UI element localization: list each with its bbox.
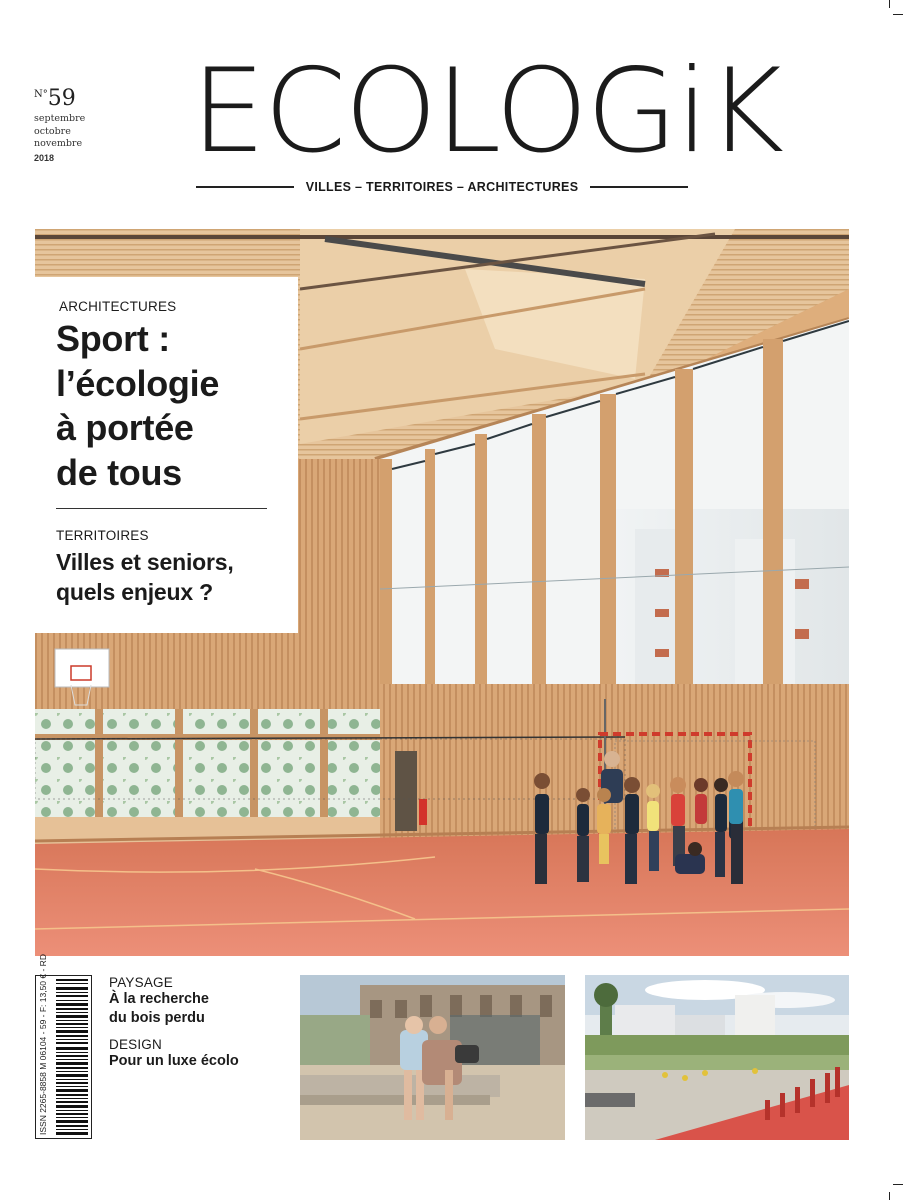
section-design (109, 1037, 239, 1071)
kicker-paysage: PAYSAGE (109, 975, 173, 990)
issue-month: septembre (34, 113, 86, 124)
barcode (35, 954, 92, 1139)
masthead-logo (191, 44, 783, 179)
crop-mark (889, 0, 890, 8)
kicker-architectures: ARCHITECTURES (59, 299, 177, 314)
magazine-title: ECOLOGiK (191, 44, 783, 179)
issue-number: $^{N^\circ}$59 (34, 86, 76, 111)
barcode-label: ISSN 2265-8858 M 06104 - 59 - F: 13,50 € - RD (38, 954, 48, 1135)
barcode-bars (56, 979, 88, 1135)
seniors-bench-photo (300, 975, 565, 1140)
design-title: Pour un luxe écolo (109, 1053, 239, 1069)
secondary-headline: Villes et seniors, quels enjeux ? (56, 549, 234, 605)
section-paysage (109, 975, 209, 1028)
tagline: VILLES – TERRITOIRES – ARCHITECTURES (305, 180, 579, 194)
crop-mark (893, 14, 903, 15)
paysage-title: À la recherche du bois perdu (109, 991, 209, 1026)
crop-mark (893, 1184, 903, 1185)
issue-month: octobre (34, 125, 71, 137)
urban-park-photo (585, 975, 850, 1140)
kicker-territoires: TERRITOIRES (56, 528, 149, 543)
kicker-design: DESIGN (109, 1037, 162, 1052)
main-headline: Sport : l’écologie à portée de tous (56, 318, 220, 493)
issue-info (34, 88, 85, 164)
crop-mark (889, 1192, 890, 1200)
tagline-rule (590, 186, 688, 188)
divider (56, 508, 267, 509)
feature-box (35, 277, 298, 633)
issue-month: novembre (34, 138, 83, 149)
tagline-row (196, 178, 688, 196)
tagline-rule (196, 186, 294, 188)
issue-year: 2018 (34, 152, 55, 163)
